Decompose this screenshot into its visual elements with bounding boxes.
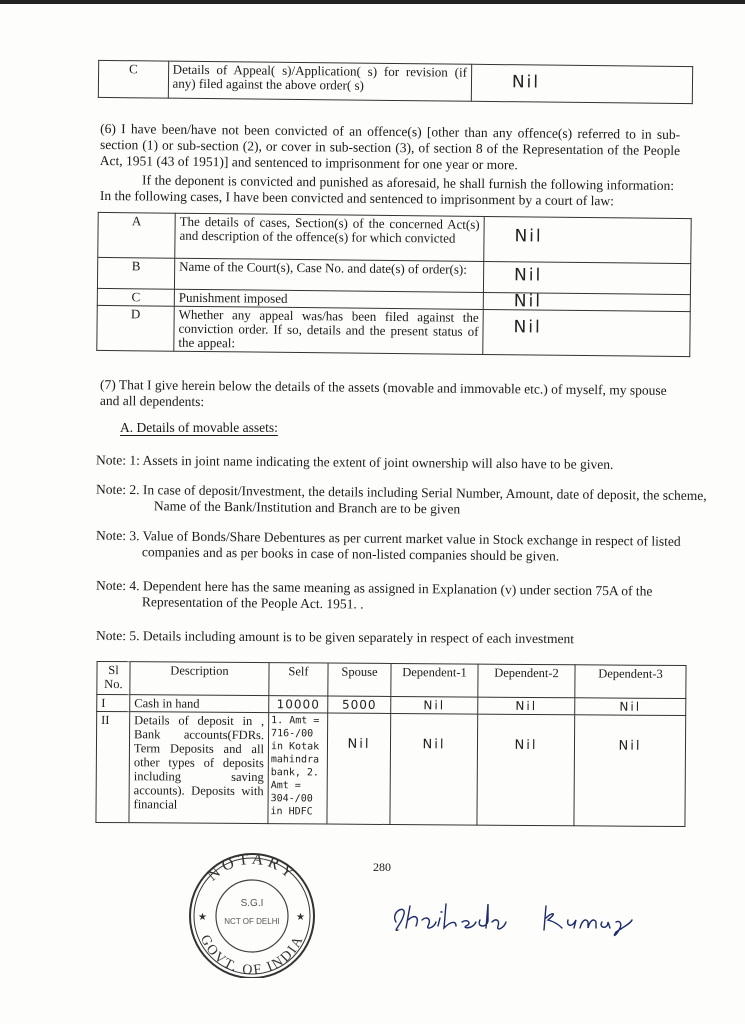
table-row [96, 711, 686, 826]
svg-text:GOVT. OF INDIA [197, 933, 307, 978]
row-text: Punishment imposed [174, 289, 483, 309]
row-value: Nil [483, 309, 690, 356]
row-letter: A [98, 212, 175, 258]
cell-dependent-2: Nil [477, 714, 575, 826]
row-text: The details of cases, Section(s) of the concerned Act(s) and description of the offence(s) for which convicted [175, 213, 484, 261]
cell-description: Details of deposit in , Bank accounts(FDRs. Term Deposits and all other types of deposits including saving accounts). Deposits with financial [129, 712, 269, 824]
note-4: Note: 4. Dependent here has the same meaning as assigned in Explanation (v) under section 75A of the Representation of the People Act. 1951. . [96, 577, 653, 612]
page-number: 280 [373, 860, 391, 874]
stamp-inner-2: NCT OF DELHI [224, 917, 280, 926]
table-row [98, 60, 692, 103]
cell-dependent-1: Nil [390, 713, 478, 825]
cell-dependent-1: Nil [391, 696, 478, 714]
cell-spouse: 5000 [328, 696, 391, 713]
col-header-dependent-1: Dependent-1 [391, 663, 478, 697]
cell-sl: I [97, 694, 130, 711]
row-text: Whether any appeal was/has been filed against the conviction order. If so, details and the present status of the appeal: [174, 306, 483, 354]
col-header-dependent-2: Dependent-2 [478, 664, 575, 698]
col-header-description: Description [130, 662, 269, 696]
movable-assets-heading: A. Details of movable assets: [120, 420, 278, 435]
cell-dependent-3: Nil [575, 698, 686, 716]
paragraph-6: (6) I have been/have not been convicted of an offence(s) [other than any offence(s) referred to in sub-section (1) or sub-section (2), or cover in sub-section (3), of section 8 of the Representation of the People Act, 1951 (43 of 1951)] and sentenced to imprisonment for one year or more. [99, 120, 681, 173]
cell-self: 10000 [269, 696, 328, 713]
appeal-table [98, 60, 693, 104]
row-value: Nil [483, 292, 690, 311]
row-text: Name of the Court(s), Case No. and date(s) of order(s): [174, 258, 483, 292]
cell-description: Cash in hand [130, 695, 269, 713]
table-header-row [97, 661, 686, 698]
col-header-sl: Sl No. [97, 661, 130, 694]
conviction-table [96, 212, 691, 357]
row-letter: C [97, 288, 174, 306]
assets-table [95, 661, 686, 827]
col-header-dependent-3: Dependent-3 [575, 665, 686, 699]
notary-stamp [178, 848, 326, 978]
row-letter: D [97, 305, 174, 351]
paragraph-7: (7) That I give herein below the details of the assets (movable and immovable etc.) of myself, my spouse and all dependents: [99, 376, 667, 410]
note-1: Note: 1: Assets in joint name indicating the extent of joint ownership will also have to be given. [95, 452, 614, 472]
note-2: Note: 2. In case of deposit/Investment, the details including Serial Number, Amount, date of deposit, the scheme, Name of the Bank/Institution and Branch are to be given [96, 481, 707, 517]
cell-sl: II [96, 711, 130, 822]
stamp-star-icon: ★ [198, 912, 207, 923]
stamp-star-icon: ★ [296, 912, 305, 923]
table-row [97, 305, 690, 356]
cell-dependent-3: Nil [574, 715, 686, 827]
scan-edge [0, 0, 745, 4]
svg-text:NOTARY [204, 851, 300, 885]
note-3: Note: 3. Value of Bonds/Share Debentures as per current market value in Stock exchange in respect of listed companies and as per books in case of non-listed companies should be given. [96, 527, 681, 564]
table-row [98, 212, 691, 263]
col-header-self: Self [269, 663, 328, 696]
cell-dependent-2: Nil [478, 697, 575, 715]
cell-spouse: Nil [327, 713, 391, 824]
row-letter: C [98, 60, 168, 98]
col-header-spouse: Spouse [328, 663, 391, 696]
row-letter: B [97, 257, 174, 289]
signature [386, 892, 666, 942]
row-value: Nil [471, 64, 692, 103]
stamp-inner-1: S.G.I [240, 898, 264, 909]
cell-self: 1. Amt = 716-/00 in Kotak mahindra bank, 2. Amt = 304-/00 in HDFC [268, 713, 328, 824]
paragraph-convicted: If the deponent is convicted and punished as aforesaid, he shall furnish the following information: In the following cases, I have been convicted and sentenced to imprisonment by a court of law: [99, 172, 675, 209]
stamp-text-bottom: GOVT. OF INDIA [196, 932, 308, 978]
row-value: Nil [483, 261, 690, 294]
row-text: Details of Appeal( s)/Application( s) for revision (if any) filed against the above order( s) [168, 61, 472, 101]
stamp-text-top: NOTARY [204, 850, 300, 885]
note-5: Note: 5. Details including amount is to be given separately in respect of each investment [95, 627, 575, 647]
row-value: Nil [484, 216, 691, 263]
